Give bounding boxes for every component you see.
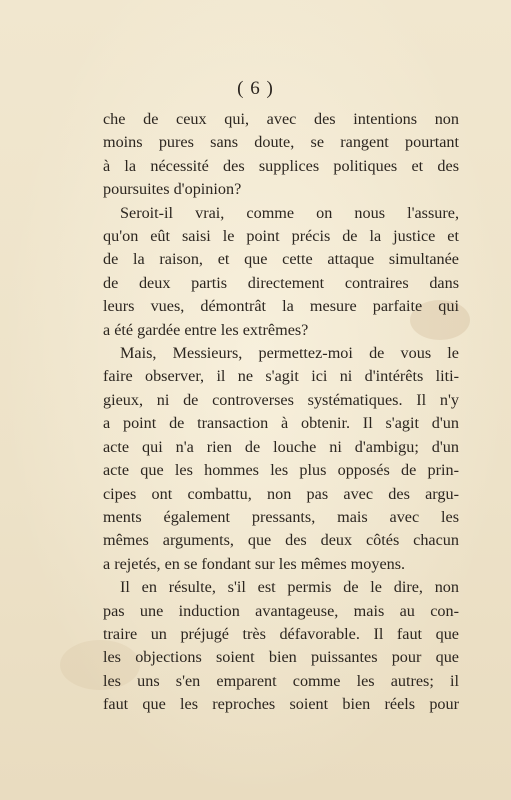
text-line: gieux, ni de controverses systématiques. Il n'y [103, 390, 459, 409]
text-line: Il en résulte, s'il est permis de le dire, non [120, 578, 459, 597]
text-line: pas une induction avantageuse, mais au con- [103, 601, 459, 620]
text-line: ments également pressants, mais avec les [103, 507, 459, 526]
text-line: les objections soient bien puissantes pour que [103, 648, 459, 667]
text-line: acte que les hommes les plus opposés de prin- [103, 461, 459, 480]
text-line: moins pures sans doute, se rangent pourtant [103, 133, 459, 152]
page-number: ( 6 ) [237, 78, 274, 99]
text-line: a point de transaction à obtenir. Il s'agit d'un [103, 414, 459, 433]
text-line: à la nécessité des supplices politiques et des [103, 156, 459, 175]
text-line: a été gardée entre les extrêmes? [103, 320, 309, 339]
body-text [103, 108, 459, 717]
text-line: poursuites d'opinion? [103, 180, 242, 199]
text-line: qu'on eût saisi le point précis de la justice et [103, 227, 459, 246]
text-line: mêmes arguments, que des deux côtés chacun [103, 531, 459, 550]
text-line: acte qui n'a rien de louche ni d'ambigu; d'un [103, 437, 459, 456]
text-line: de deux partis directement contraires dans [103, 273, 459, 292]
text-line: Seroit-il vrai, comme on nous l'assure, [120, 203, 459, 222]
text-line: a rejetés, en se fondant sur les mêmes moyens. [103, 554, 406, 573]
text-line: leurs vues, démontrât la mesure parfaite qui [103, 297, 459, 316]
text-line: che de ceux qui, avec des intentions non [103, 110, 459, 128]
text-line: Mais, Messieurs, permettez-moi de vous le [120, 344, 459, 363]
text-line: faut que les reproches soient bien réels pour [103, 695, 459, 714]
text-line: faire observer, il ne s'agit ici ni d'intérêts liti- [103, 367, 459, 386]
text-line: de la raison, et que cette attaque simultanée [103, 250, 459, 269]
text-line: cipes ont combattu, non pas avec des argu- [103, 484, 459, 503]
text-line: traire un préjugé très défavorable. Il faut que [103, 624, 459, 643]
text-line: les uns s'en emparent comme les autres; il [103, 671, 459, 690]
